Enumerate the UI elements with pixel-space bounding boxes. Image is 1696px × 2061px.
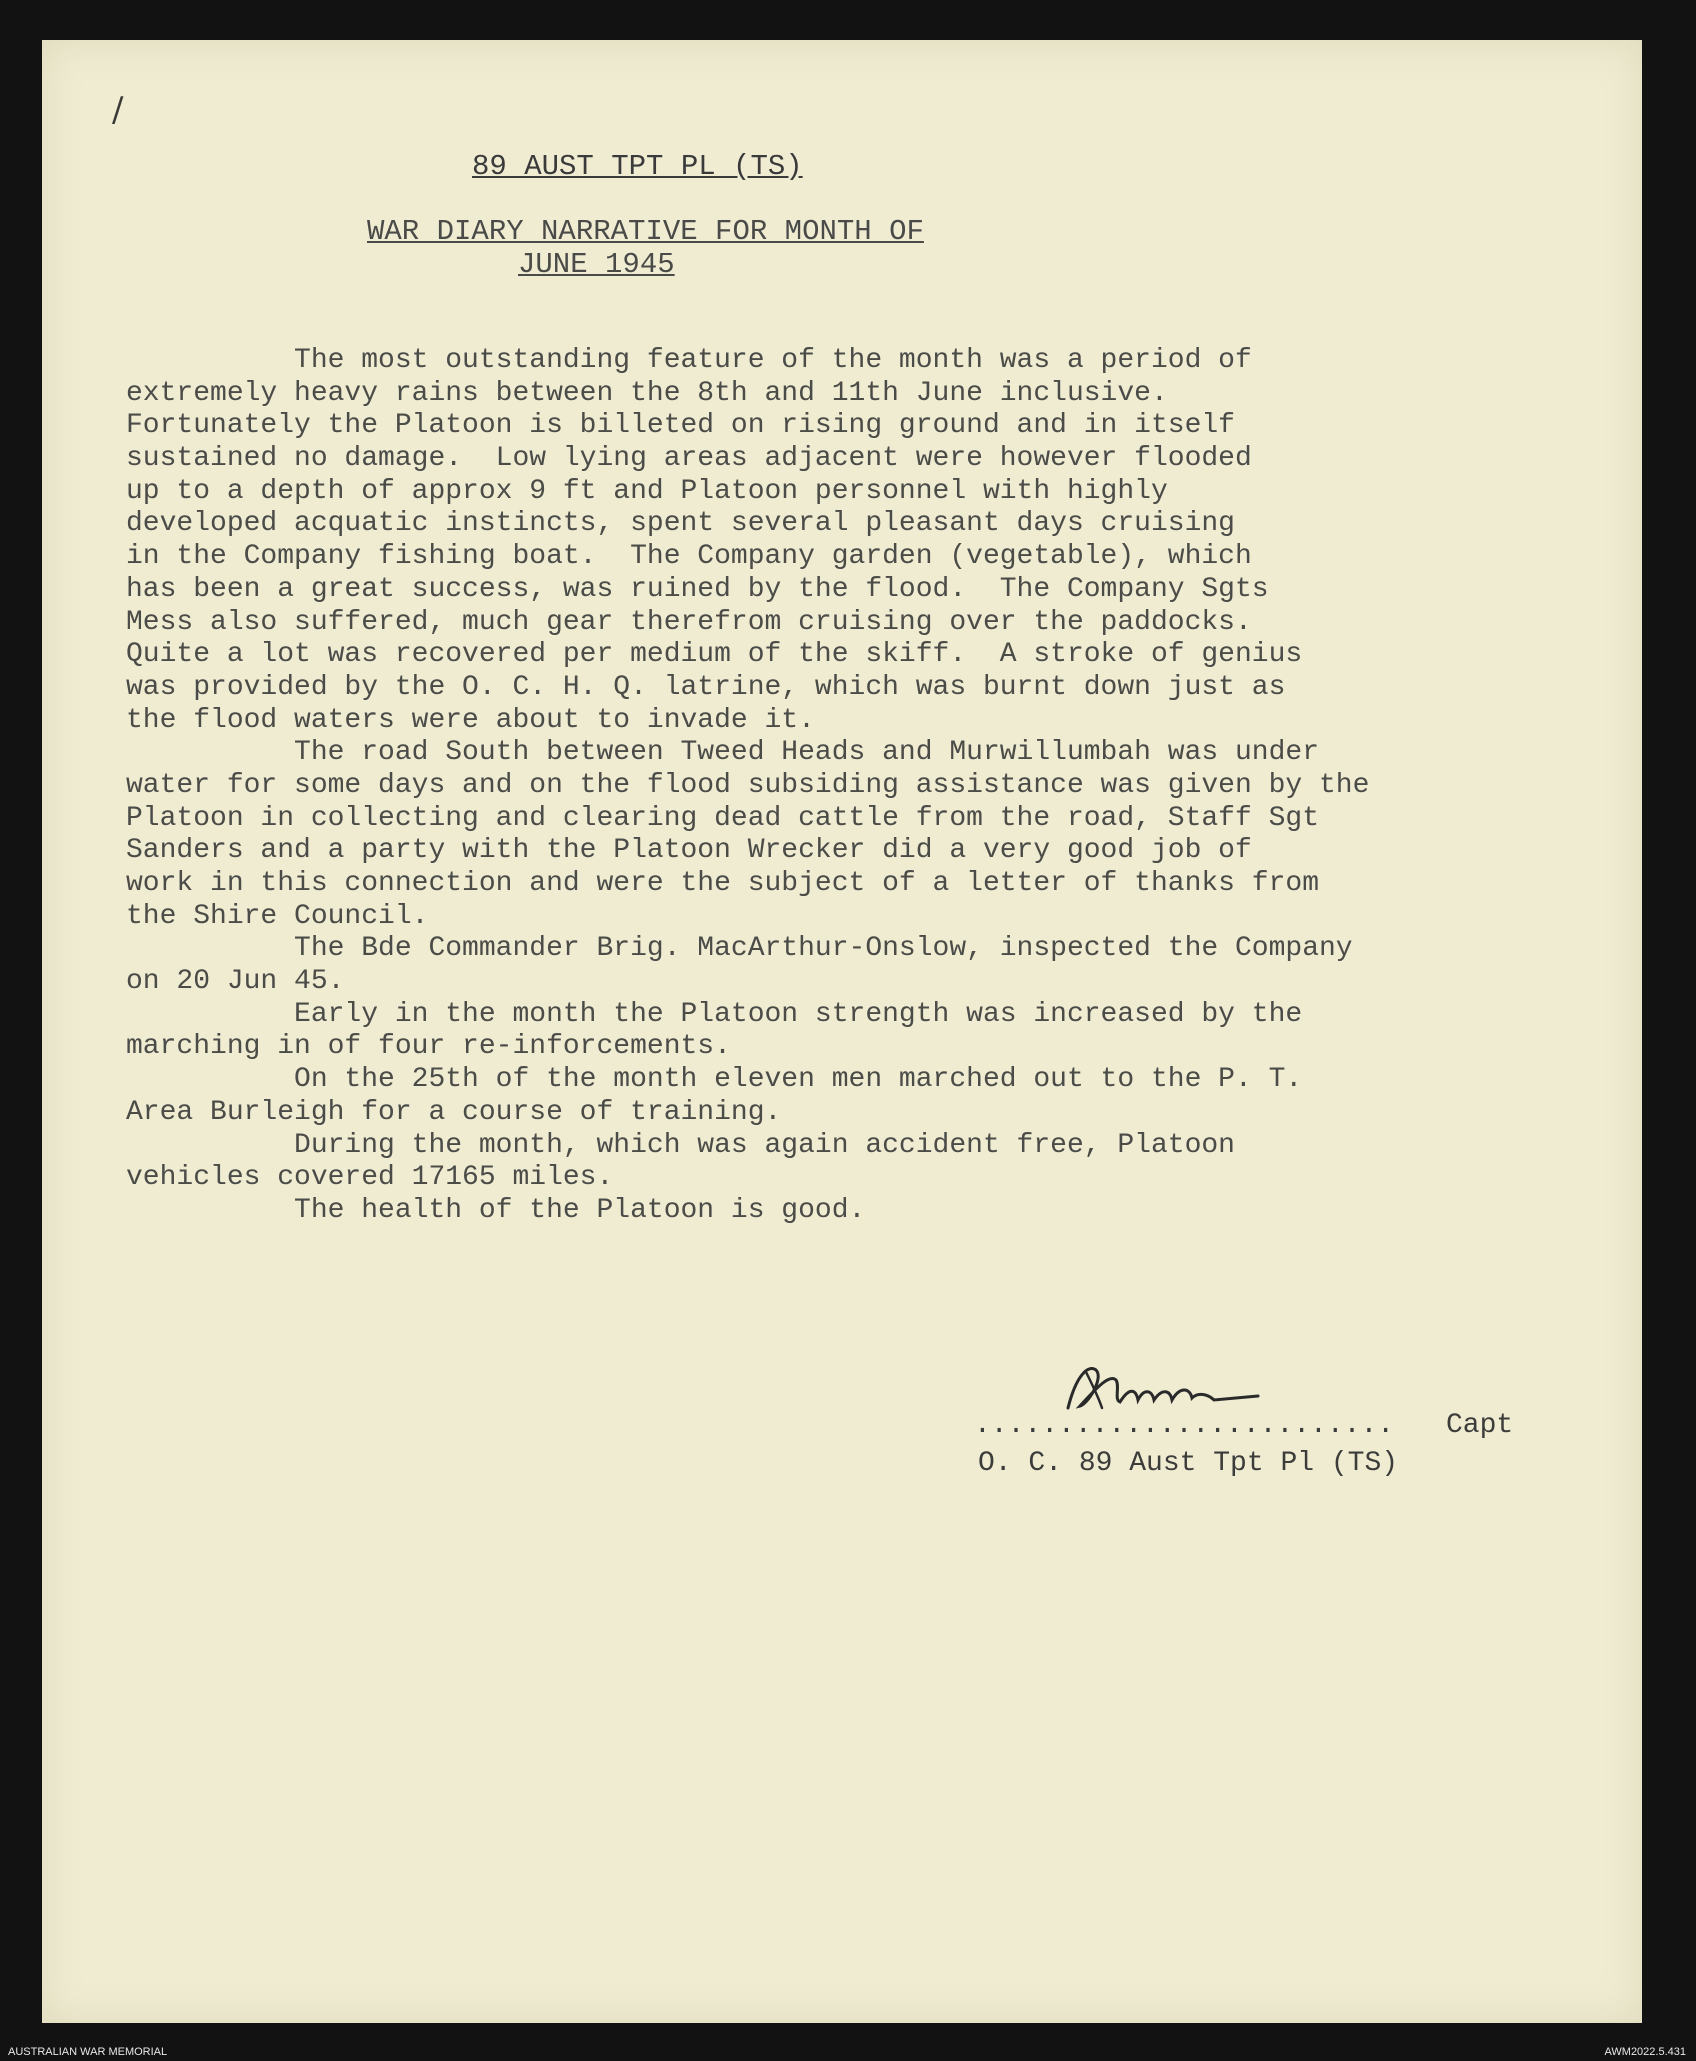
narrative-line: water for some days and on the flood subsiding assistance was given by the [126,769,1370,801]
document-subtitle: WAR DIARY NARRATIVE FOR MONTH OF [367,215,924,248]
narrative-line: marching in of four re-inforcements. [126,1031,731,1063]
narrative-line: the Shire Council. [126,900,429,932]
corner-mark: / [112,90,124,130]
signature-rank: Capt [1446,1410,1514,1441]
narrative-line: The most outstanding feature of the month was a period of [126,345,1252,376]
narrative-line: Mess also suffered, much gear therefrom cruising over the paddocks. [126,606,1252,638]
narrative-line: Fortunately the Platoon is billeted on rising ground and in itself [126,410,1235,442]
narrative-line: Quite a lot was recovered per medium of the skiff. A stroke of genius [126,639,1303,671]
document-subtitle-date: JUNE 1945 [518,248,675,281]
narrative-line: extremely heavy rains between the 8th and 11th June inclusive. [126,377,1168,409]
footer-archive-name: AUSTRALIAN WAR MEMORIAL [8,2046,168,2058]
narrative-line: Sanders and a party with the Platoon Wrecker did a very good job of [126,835,1252,867]
narrative-line: in the Company fishing boat. The Company garden (vegetable), which [126,541,1252,573]
narrative-body [126,345,1626,1228]
narrative-line: On the 25th of the month eleven men marched out to the P. T. [126,1064,1303,1096]
narrative-line: Area Burleigh for a course of training. [126,1096,782,1128]
signature-dots: ......................... [974,1410,1395,1441]
narrative-line: was provided by the O. C. H. Q. latrine, which was burnt down just as [126,671,1286,703]
signature-title: O. C. 89 Aust Tpt Pl (TS) [978,1448,1399,1479]
narrative-line: The road South between Tweed Heads and Murwillumbah was under [126,737,1319,769]
narrative-line: The Bde Commander Brig. MacArthur-Onslow, inspected the Company [126,933,1353,965]
narrative-line: work in this connection and were the subject of a letter of thanks from [126,868,1319,899]
narrative-line: has been a great success, was ruined by the flood. The Company Sgts [126,573,1269,605]
narrative-line: During the month, which was again accident free, Platoon [126,1129,1235,1161]
narrative-line: the flood waters were about to invade it. [126,704,815,736]
narrative-line: Platoon in collecting and clearing dead cattle from the road, Staff Sgt [126,802,1319,834]
narrative-line: sustained no damage. Low lying areas adjacent were however flooded [126,443,1252,475]
narrative-line: Early in the month the Platoon strength was increased by the [126,998,1303,1030]
document-title: 89 AUST TPT PL (TS) [472,150,803,183]
document-page [42,40,1642,2023]
narrative-line: The health of the Platoon is good. [126,1194,866,1226]
narrative-line: on 20 Jun 45. [126,966,345,998]
narrative-line: up to a depth of approx 9 ft and Platoon personnel with highly [126,475,1168,507]
narrative-line: vehicles covered 17165 miles. [126,1162,614,1194]
narrative-line: developed acquatic instincts, spent several pleasant days cruising [126,508,1235,540]
footer-reference-id: AWM2022.5.431 [1604,2046,1686,2058]
